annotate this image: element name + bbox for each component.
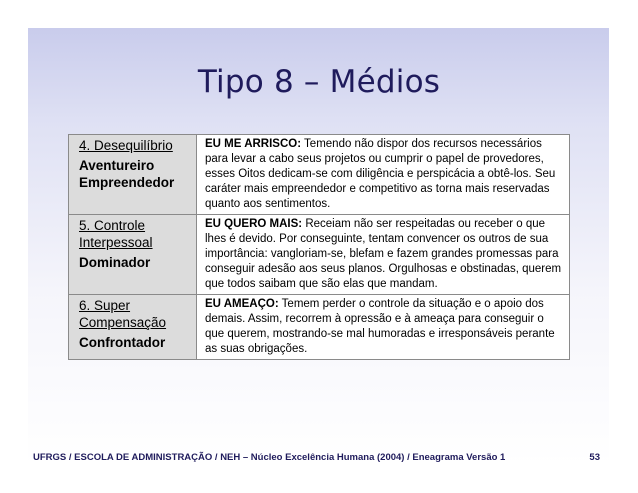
level-number: 4. Desequilíbrio xyxy=(79,138,173,153)
table-row xyxy=(69,295,570,360)
footer-text: UFRGS / ESCOLA DE ADMINISTRAÇÃO / NEH – Núcleo Excelência Humana (2004) / Eneagrama Versão 1 xyxy=(33,452,506,463)
level-lead: EU ME ARRISCO: xyxy=(205,138,302,150)
table-row xyxy=(69,215,570,295)
row-header-cell xyxy=(69,215,197,295)
row-header-cell xyxy=(69,295,197,360)
slide-title: Tipo 8 – Médios xyxy=(197,64,441,100)
row-description-cell xyxy=(197,295,570,360)
level-description: Receiam não ser respeitadas ou receber o que lhes é devido. Por conseguinte, tentam convencer os outros de sua importância: vangloriam-se, blefam e fazem grandes promessas para conseguir adesão aos seus planos. Orgulhosas e obstinadas, querem que todos saibam que são elas que mandam. xyxy=(205,218,562,290)
levels-table xyxy=(68,134,570,360)
table-row xyxy=(69,135,570,215)
level-description: Temem perder o controle da situação e o apoio dos demais. Assim, recorrem à opressão e à ameaça para conseguir o que querem, mostrando-se mal humoradas e irresponsáveis perante as suas obrigações. xyxy=(205,298,555,355)
level-label: Aventureiro Empreendedor xyxy=(79,158,175,190)
level-number: 6. Super Compensação xyxy=(79,298,167,330)
level-lead: EU QUERO MAIS: xyxy=(205,218,303,230)
row-description-cell xyxy=(197,135,570,215)
slide-footer xyxy=(0,452,638,466)
level-description: Temendo não dispor dos recursos necessários para levar a cabo seus projetos ou cumprir o papel de provedores, esses Oitos dedicam-se com diligência e perspicácia a obtê-los. Seu caráter mais empreendedor e competitivo as torna mais reservadas quanto aos sentimentos. xyxy=(205,138,556,210)
row-header-cell xyxy=(69,135,197,215)
level-lead: EU AMEAÇO: xyxy=(205,298,279,310)
level-label: Confrontador xyxy=(79,335,166,350)
page-number: 53 xyxy=(589,452,600,463)
row-description-cell xyxy=(197,215,570,295)
level-number: 5. Controle Interpessoal xyxy=(79,218,153,250)
level-label: Dominador xyxy=(79,255,151,270)
